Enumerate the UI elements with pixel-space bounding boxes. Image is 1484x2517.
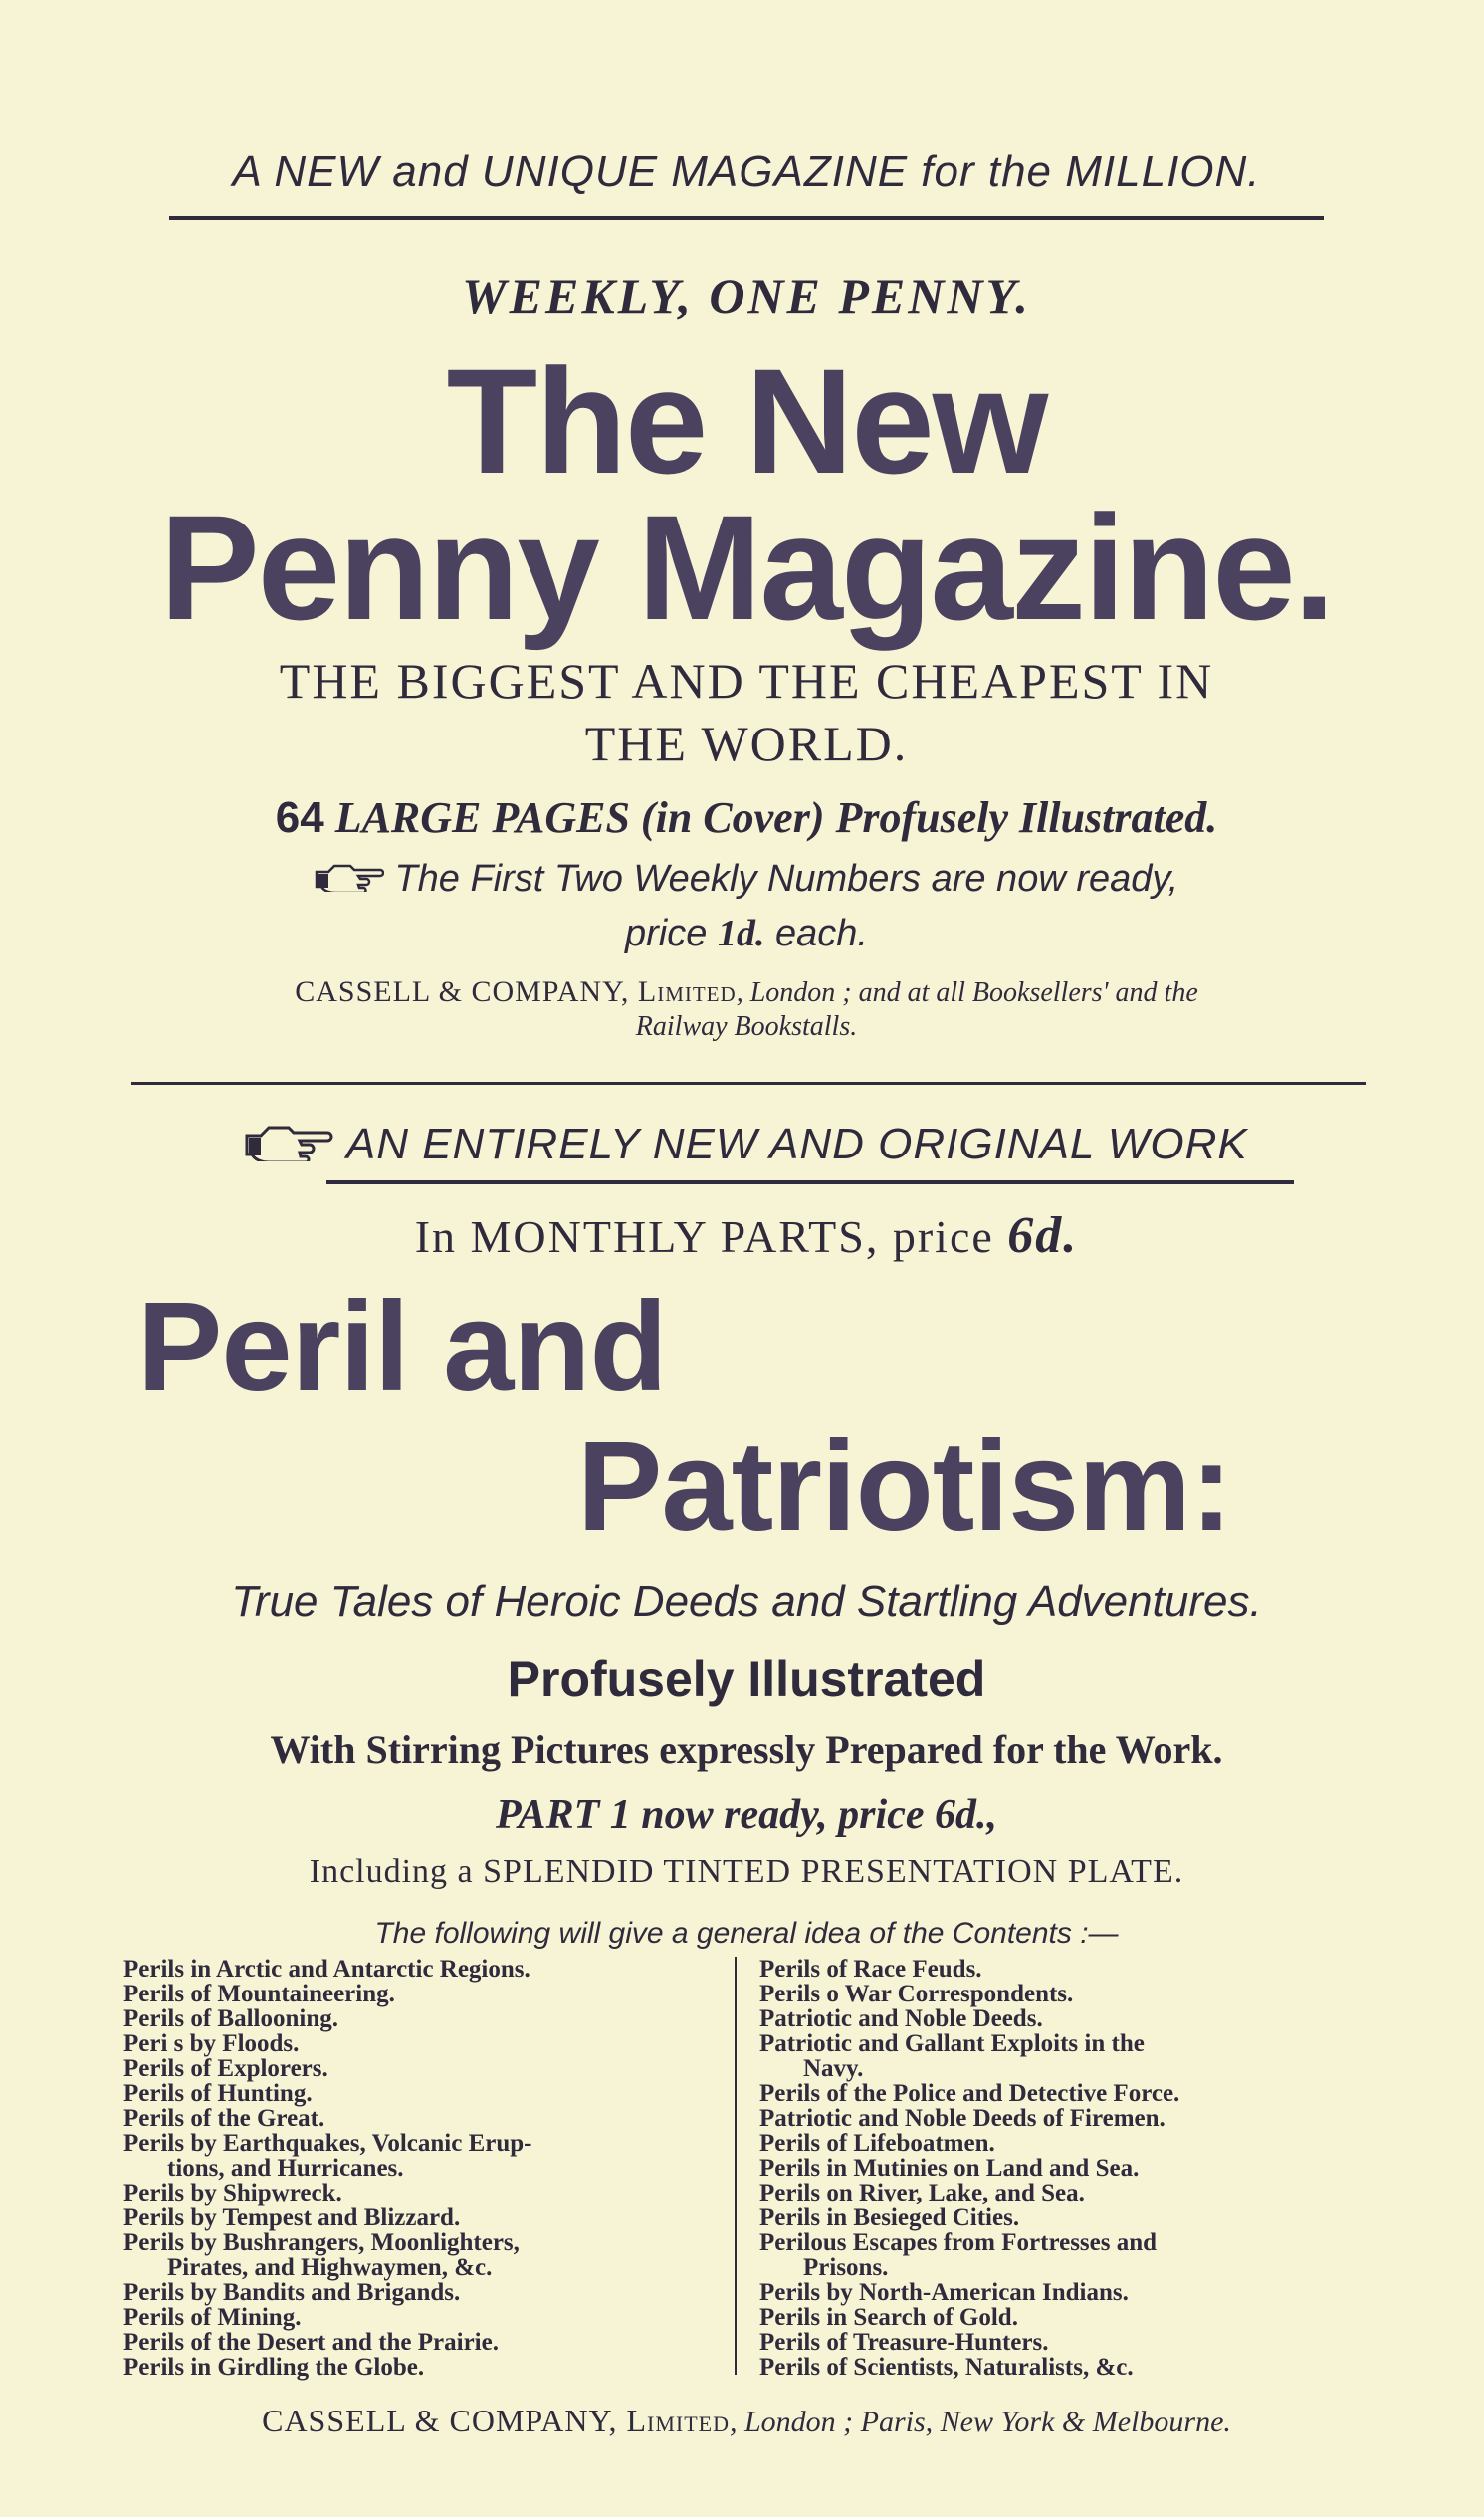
announcement-text: AN ENTIRELY NEW AND ORIGINAL WORK <box>345 1120 1248 1168</box>
list-item: Navy. <box>803 2055 864 2082</box>
magazine-title-line1: The New <box>446 337 1047 505</box>
pointing-hand-icon <box>315 859 384 902</box>
list-item: Patriotic and Noble Deeds. <box>759 2005 1043 2032</box>
first-numbers-price <box>129 912 1364 955</box>
list-item: Perils by Earthquakes, Volcanic Erup- <box>123 2130 532 2157</box>
list-item: Perils of Race Feuds. <box>759 1956 982 1983</box>
list-item: Prisons. <box>803 2254 889 2281</box>
list-item: Patriotic and Gallant Exploits in the <box>759 2030 1145 2057</box>
list-item: Perils by Shipwreck. <box>123 2180 342 2206</box>
contents-left-column <box>123 1957 711 2380</box>
peril-title-line2: Patriotism: <box>577 1415 1232 1558</box>
tagline: A NEW and UNIQUE MAGAZINE for the MILLION. <box>232 147 1261 196</box>
list-item: Perils of the Great. <box>123 2105 325 2132</box>
list-item: Perils in Besieged Cities. <box>759 2204 1020 2231</box>
stirring-pictures-line: With Stirring Pictures expressly Prepared for the Work. <box>270 1727 1223 1772</box>
including-plate-line: Including a SPLENDID TINTED PRESENTATION PLATE. <box>309 1853 1184 1890</box>
footer-publisher-cities: , London ; Paris, New York & Melbourne. <box>729 2406 1231 2438</box>
column-divider <box>735 1957 737 2375</box>
contents-intro: The following will give a general idea of the Contents :— <box>374 1917 1119 1950</box>
monthly-price: 6d. <box>1007 1207 1079 1264</box>
peril-title-line1: Peril and <box>137 1276 667 1418</box>
list-item: Patriotic and Noble Deeds of Firemen. <box>759 2105 1166 2132</box>
list-item: Perils by Bandits and Brigands. <box>123 2279 461 2306</box>
publisher-name: CASSELL & COMPANY, <box>295 975 638 1008</box>
list-item: Perils of Hunting. <box>123 2080 313 2107</box>
magazine-title-line2: Penny Magazine. <box>159 484 1334 651</box>
list-item: Perils by Tempest and Blizzard. <box>123 2204 461 2231</box>
announcement-line <box>129 1120 1364 1172</box>
list-item: Perilous Escapes from Fortresses and <box>759 2229 1158 2256</box>
list-item: Perils of Lifeboatmen. <box>759 2130 995 2157</box>
list-item: Perils of Explorers. <box>123 2055 328 2082</box>
frequency-line: WEEKLY, ONE PENNY. <box>462 268 1031 323</box>
list-item: Perils of Ballooning. <box>123 2005 338 2032</box>
list-item: Perils o War Correspondents. <box>759 1981 1074 2007</box>
contents-right-column <box>759 1957 1357 2380</box>
list-item: Perils of Mountaineering. <box>123 1981 395 2007</box>
list-item: Perils in Girdling the Globe. <box>123 2354 425 2381</box>
slogan-line1: THE BIGGEST AND THE CHEAPEST IN <box>279 653 1214 709</box>
publisher-line <box>129 975 1364 1009</box>
pages-number: 64 <box>275 793 324 842</box>
price-suffix: each. <box>764 913 868 954</box>
footer-publisher-limited: Limited <box>626 2403 730 2438</box>
top-rule <box>169 216 1324 220</box>
pages-text: LARGE PAGES (in Cover) Profusely Illustrated. <box>334 793 1218 842</box>
monthly-parts-line <box>129 1206 1364 1265</box>
part-one-line: PART 1 now ready, price 6d., <box>496 1792 997 1838</box>
list-item: Perils by North-American Indians. <box>759 2279 1129 2306</box>
slogan-line2: THE WORLD. <box>584 716 909 771</box>
list-item: Perils by Bushrangers, Moonlighters, <box>123 2229 520 2256</box>
pages-line <box>129 792 1364 843</box>
profusely-illustrated: Profusely Illustrated <box>507 1651 986 1707</box>
monthly-text: In MONTHLY PARTS, price <box>414 1211 1008 1262</box>
list-item: Perils of Treasure-Hunters. <box>759 2329 1049 2356</box>
list-item: Perils in Mutinies on Land and Sea. <box>759 2155 1140 2182</box>
announcement-underline <box>326 1180 1294 1184</box>
publisher-rest: , London ; and at all Booksellers' and the <box>736 977 1198 1008</box>
list-item: Perils of Mining. <box>123 2304 302 2331</box>
list-item: Perils in Arctic and Antarctic Regions. <box>123 1956 530 1983</box>
list-item: Perils of Scientists, Naturalists, &c. <box>759 2354 1134 2381</box>
peril-subtitle: True Tales of Heroic Deeds and Startling Adventures. <box>231 1577 1262 1626</box>
publisher-line2: Railway Bookstalls. <box>635 1011 858 1042</box>
footer-publisher-name: CASSELL & COMPANY, <box>262 2403 627 2438</box>
first-numbers-text: The First Two Weekly Numbers are now ready, <box>394 858 1179 900</box>
pointing-hand-icon <box>245 1122 334 1172</box>
publisher-limited: Limited <box>637 975 737 1008</box>
list-item: tions, and Hurricanes. <box>167 2155 404 2182</box>
first-numbers-line <box>129 858 1364 902</box>
list-item: Peri s by Floods. <box>123 2030 300 2057</box>
list-item: Pirates, and Highwaymen, &c. <box>167 2254 493 2281</box>
footer-publisher-line <box>129 2403 1364 2439</box>
price-prefix: price <box>625 913 718 954</box>
section-divider <box>131 1082 1366 1085</box>
list-item: Perils of the Police and Detective Force. <box>759 2080 1180 2107</box>
list-item: Perils of the Desert and the Prairie. <box>123 2329 499 2356</box>
list-item: Perils on River, Lake, and Sea. <box>759 2180 1085 2206</box>
list-item: Perils in Search of Gold. <box>759 2304 1018 2331</box>
price-value: 1d. <box>717 913 765 954</box>
